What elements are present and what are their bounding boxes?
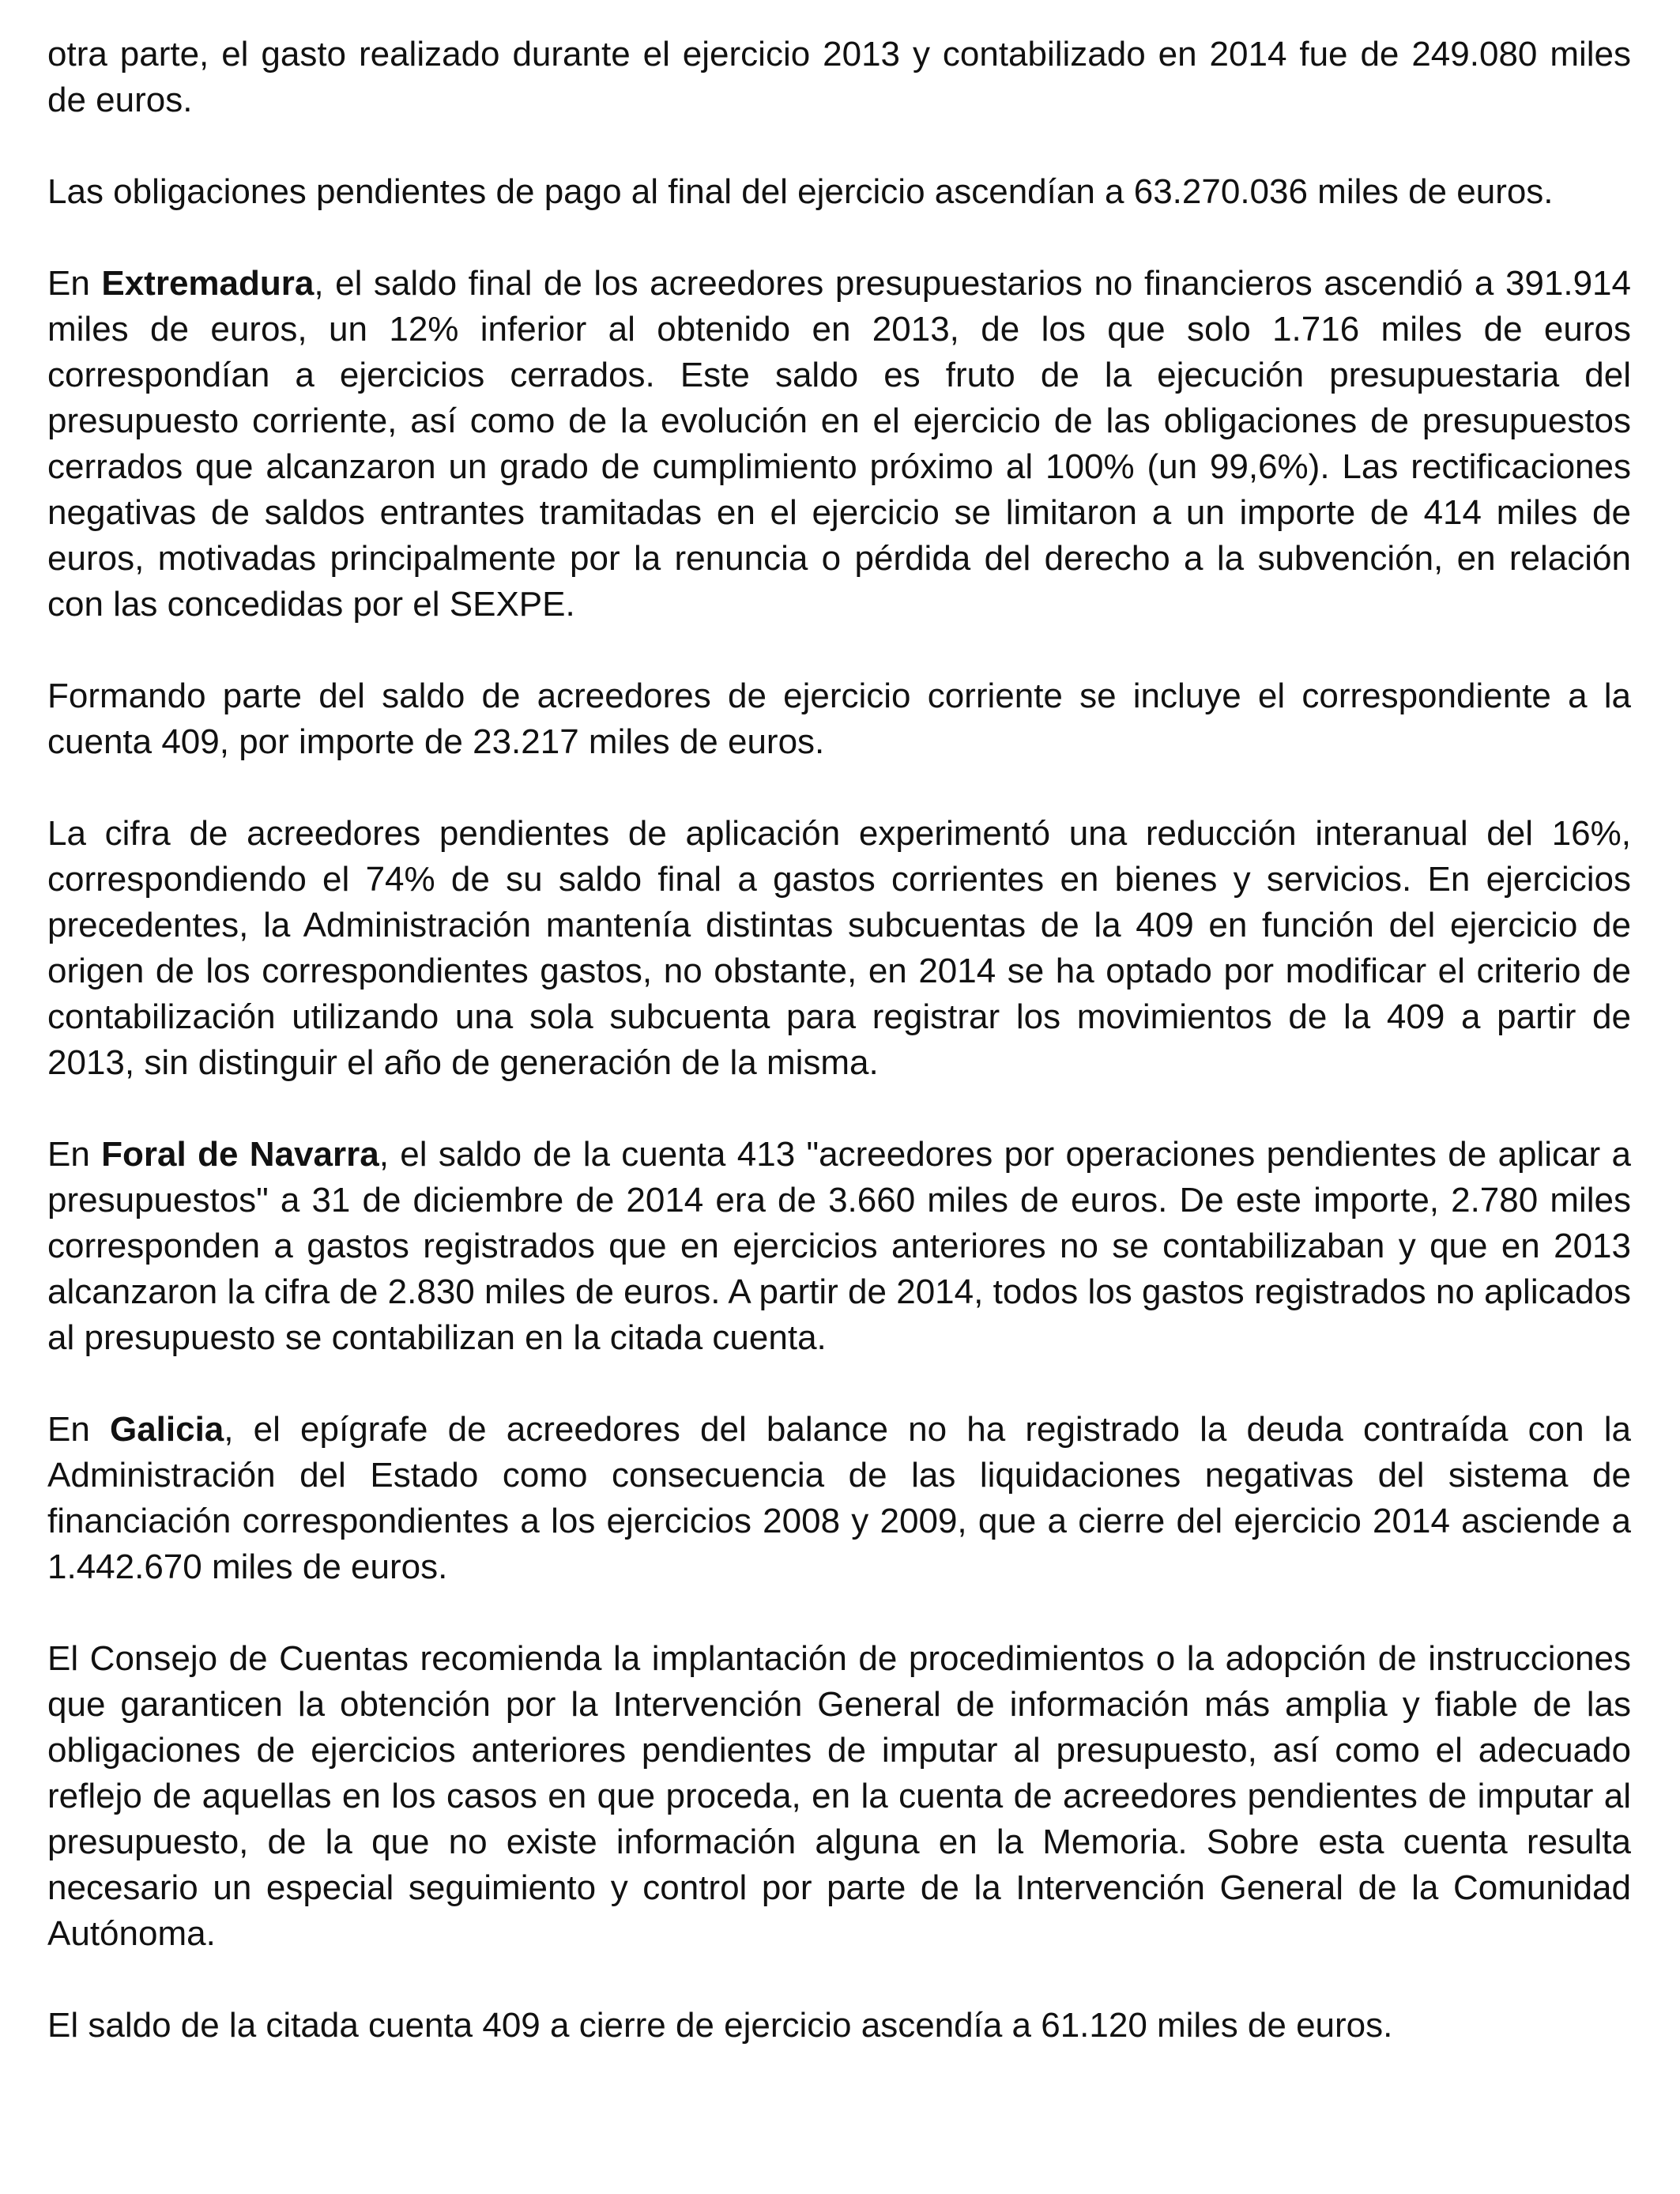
paragraph-text: En: [47, 1135, 102, 1174]
paragraph-text: El Consejo de Cuentas recomienda la implantación de procedimientos o la adopción de instrucciones que garanticen la obtención por la Intervención General de información más amplia y fiable de las obligaciones de ejercicios anteriores pendientes de imputar al presupuesto, así como el adecuado reflejo de aquellas en los casos en que proceda, en la cuenta de acreedores pendientes de imputar al presupuesto, de la que no existe información alguna en la Memoria. Sobre esta cuenta resulta necesario un especial seguimiento y control por parte de la Intervención General de la Comunidad Autónoma.: [47, 1639, 1631, 1953]
paragraph-text: Formando parte del saldo de acreedores de ejercicio corriente se incluye el correspondiente a la cuenta 409, por importe de 23.217 miles de euros.: [47, 677, 1631, 761]
paragraph-text: El saldo de la citada cuenta 409 a cierre de ejercicio ascendía a 61.120 miles de euros.: [47, 2006, 1393, 2045]
paragraph-recomendacion-consejo: [47, 1636, 1631, 1957]
paragraph-text: otra parte, el gasto realizado durante el ejercicio 2013 y contabilizado en 2014 fue de 249.080 miles de euros.: [47, 35, 1631, 119]
paragraph-gasto-2013: [47, 32, 1631, 123]
paragraph-foral-navarra: [47, 1132, 1631, 1361]
paragraph-text: En: [47, 1410, 110, 1449]
paragraph-obligaciones-pendientes: [47, 169, 1631, 215]
region-name-foral-navarra: Foral de Navarra: [101, 1135, 379, 1174]
document-page: [47, 32, 1631, 2049]
paragraph-text: , el epígrafe de acreedores del balance no ha registrado la deuda contraída con la Administración del Estado como consecuencia de las liquidaciones negativas del sistema de financiación correspondientes a los ejercicios 2008 y 2009, que a cierre del ejercicio 2014 asciende a 1.442.670 miles de euros.: [47, 1410, 1631, 1586]
paragraph-acreedores-aplicacion: [47, 811, 1631, 1086]
paragraph-extremadura: [47, 261, 1631, 628]
paragraph-text: En: [47, 264, 102, 303]
paragraph-text: , el saldo final de los acreedores presupuestarios no financieros ascendió a 391.914 miles de euros, un 12% inferior al obtenido en 2013, de los que solo 1.716 miles de euros correspondían a ejercicios cerrados. Este saldo es fruto de la ejecución presupuestaria del presupuesto corriente, así como de la evolución en el ejercicio de las obligaciones de presupuestos cerrados que alcanzaron un grado de cumplimiento próximo al 100% (un 99,6%). Las rectificaciones negativas de saldos entrantes tramitadas en el ejercicio se limitaron a un importe de 414 miles de euros, motivadas principalmente por la renuncia o pérdida del derecho a la subvención, en relación con las concedidas por el SEXPE.: [47, 264, 1631, 624]
region-name-galicia: Galicia: [109, 1410, 224, 1449]
region-name-extremadura: Extremadura: [101, 264, 315, 303]
paragraph-text: La cifra de acreedores pendientes de aplicación experimentó una reducción interanual del 16%, correspondiendo el 74% de su saldo final a gastos corrientes en bienes y servicios. En ejercicios precedentes, la Administración mantenía distintas subcuentas de la 409 en función del ejercicio de origen de los correspondientes gastos, no obstante, en 2014 se ha optado por modificar el criterio de contabilización utilizando una sola subcuenta para registrar los movimientos de la 409 a partir de 2013, sin distinguir el año de generación de la misma.: [47, 814, 1631, 1082]
paragraph-text: Las obligaciones pendientes de pago al final del ejercicio ascendían a 63.270.036 miles de euros.: [47, 172, 1554, 211]
paragraph-cuenta-409: [47, 673, 1631, 765]
paragraph-text: , el saldo de la cuenta 413 "acreedores por operaciones pendientes de aplicar a presupuestos" a 31 de diciembre de 2014 era de 3.660 miles de euros. De este importe, 2.780 miles corresponden a gastos registrados que en ejercicios anteriores no se contabilizaban y que en 2013 alcanzaron la cifra de 2.830 miles de euros. A partir de 2014, todos los gastos registrados no aplicados al presupuesto se contabilizan en la citada cuenta.: [47, 1135, 1631, 1357]
paragraph-galicia: [47, 1407, 1631, 1590]
paragraph-saldo-409: [47, 2003, 1631, 2049]
